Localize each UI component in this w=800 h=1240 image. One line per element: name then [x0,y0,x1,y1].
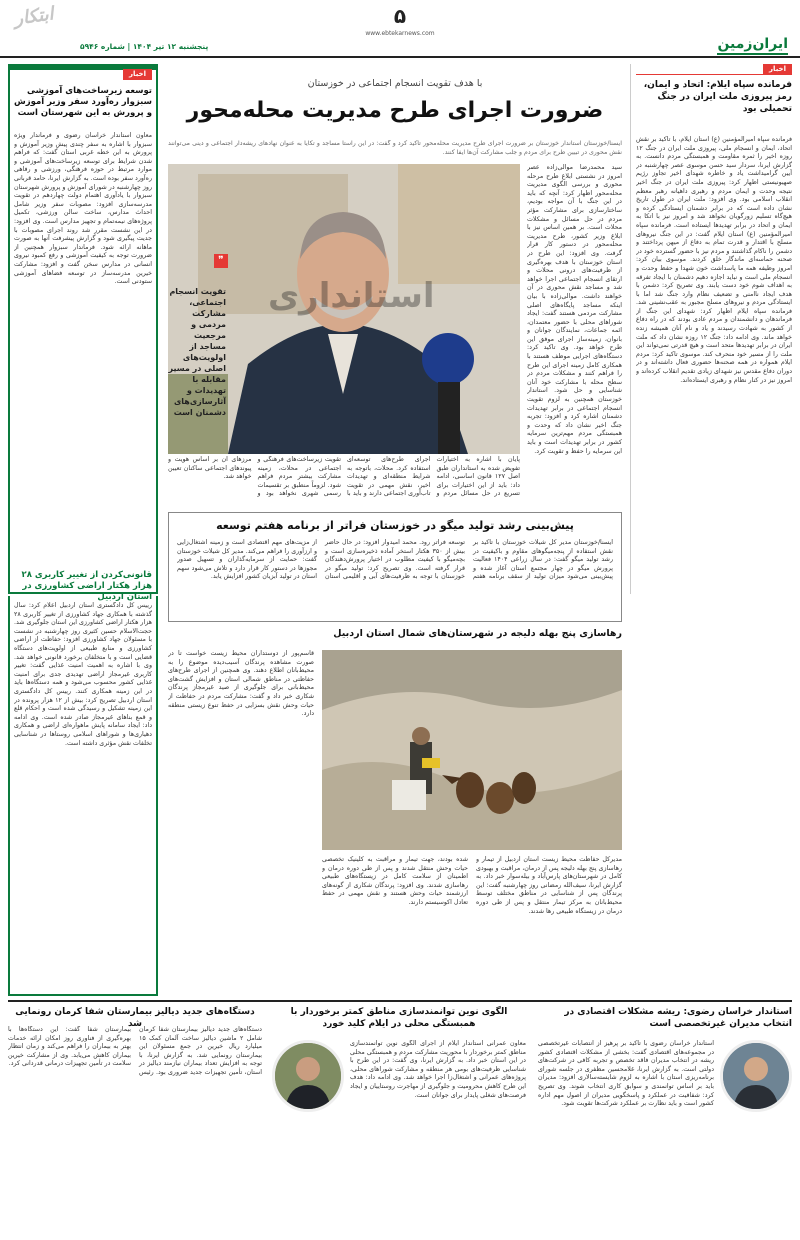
bottom-article-3 [8,1006,262,1236]
column-divider [630,64,631,594]
tag-rule [636,74,792,75]
right-body: فرمانده سپاه امیرالمؤمنین (ع) استان ایلام، با تاکید بر نقش اتحاد، ایمان و انسجام ملی، پیروزی ملت ایران در جنگ ۱۲ روزه اخیر را ثمره مقاومت و همبستگی مردم دانست. به گزارش ایرنا، سردار سید حسن موسوی عصر چهارشنبه در آیین گرامیداشت یاد و خاطره شهدای اخیر تجاوز رژیم صهیونیستی اظهار کرد: پیروزی ملت ایران در جنگ اخیر نتیجه وحدت و ایمان مردم و رهبری داهیانه رهبر معظم انقلاب اسلامی بود. وی افزود: ملت ایران در طول تاریخ نشان داده است که در برابر دشمنان ایستادگی کرده و هیچ‌گاه تسلیم زورگویان نخواهد شد و امروز نیز با اتکا به ایمان و اتحاد در برابر تهدیدها ایستاده است. فرمانده سپاه امیرالمؤمنین (ع) استان ایلام گفت: در این جنگ نیروهای مسلح با اقتدار و قدرت تمام به دفاع از میهن پرداختند و دشمن را ناکام گذاشتند و مردم نیز با حضور گسترده خود در صحنه حماسه‌ای ماندگار خلق کردند. موسوی بیان کرد: امروز وظیفه همه ما پاسداشت خون شهدا و حفظ وحدت و انسجام ملی است و نباید اجازه دهیم دشمنان با ایجاد تفرقه به اهداف شوم خود دست یابند. وی تصریح کرد: دشمن با هدف ایجاد ناامنی و تضعیف نظام وارد جنگ شد اما با ایستادگی مردم و نیروهای مسلح مجبور به عقب‌نشینی شد. فرمانده سپاه ایلام اظهار کرد: شهدای این جنگ از فرماندهان و دانشمندان و مردم عادی بودند که در راه دفاع از کشور به شهادت رسیدند و یاد و نام آنان همیشه زنده خواهد ماند. وی ادامه داد: جنگ ۱۲ روزه نشان داد که ملت ایران در برابر تهدیدها متحد است و هیچ قدرتی نمی‌تواند این ملت را از مسیر خود منحرف کند. موسوی تاکید کرد: مردم ایلام همواره در همه صحنه‌ها حضوری فعال داشته‌اند و در دوران دفاع مقدس نیز شهدای زیادی تقدیم انقلاب کرده‌اند و امروز نیز در کنار نظام و رهبری ایستاده‌اند. [636,136,792,384]
bottom-article-2 [272,1006,526,1236]
story-title: رهاسازی پنج بهله دلیجه در شهرستان‌های شمال استان اردبیل [333,628,622,639]
bottom-divider [8,1000,792,1002]
left-body-1: معاون استاندار خراسان رضوی و فرماندار ویژه سبزوار با اشاره به سفر چندی پیش وزیر آموزش و پرورش به این خطه غربی استان گفت: که فراهم شدن شرایط برای توسعه زیرساخت‌های آموزشی و موارد مرتبط در حوزه فرهنگی، ورزشی و رفاهی ره‌آورد سفر بوده است. به گزارش ایرنا، حامد قربانی روز چهارشنبه در شورای آموزش و پرورش شهرستان سبزوار با یادآوری اهتمام دولت چهاردهم در تقویت مدرسه‌سازی افزود: مصوبات سفر وزیر شامل احداث مدارس، ساخت سالن ورزشی، تکمیل پروژه‌های نیمه‌تمام و تجهیز مدارس است. وی افزود: در این نشست مقرر شد روند اجرای مصوبات با جدیت پیگیری شود و گزارش پیشرفت آنها به صورت ماهانه ارائه شود. فرماندار سبزوار همچنین از ضرورت توجه به کیفیت آموزشی و رفع کمبود نیروی انسانی در مدارس سخن گفت و افزود: مشارکت خیرین مدرسه‌ساز در توسعه فضاهای آموزشی ستودنی است. [14,132,152,286]
mid-title: پیش‌بینی رشد تولید میگو در خوزستان فراتر از برنامه هفتم توسعه [216,519,574,532]
bottom-title-1: استاندار خراسان رضوی: ریشه مشکلات اقتصادی در انتخاب مدیران غیرتخصصی است [564,1007,792,1029]
right-headline: فرمانده سپاه ایلام: اتحاد و ایمان، رمز پیروزی ملت ایران در جنگ تحمیلی بود [643,80,792,114]
page-number: ۵ [393,4,407,28]
news-tag: اخبار [763,64,792,75]
news-tag: اخبار [123,69,152,80]
story-photo-art [322,650,622,850]
story-body-left: قاسم‌پور از دوستداران محیط زیست خواست تا در صورت مشاهده پرندگان آسیب‌دیده موضوع را به محیط‌بانان اطلاع دهند. وی همچنین از اجرای طرح‌های حفاظتی در مناطق شمالی استان و افزایش گشت‌های محیط‌بانی برای جلوگیری از صید غیرمجاز پرندگان شکاری خبر داد و گفت: مشارکت مردم در حفاظت از حیات وحش نقش بسزایی در حفظ تنوع زیستی منطقه دارد. [168,650,314,718]
bottom-article-1 [538,1006,792,1236]
bottom-body-1: استاندار خراسان رضوی با تاکید بر پرهیز از انتصابات غیرتخصصی در مجموعه‌های اقتصادی گفت: بخشی از مشکلات اقتصادی کشور ریشه در انتخاب مدیران فاقد تخصص و تجربه کافی در شرکت‌های دولتی است. به گزارش ایرنا، غلامحسین مظفری در جلسه شورای برنامه‌ریزی استان با اشاره به لزوم شایسته‌سالاری افزود: مدیران باید بر اساس توانمندی و سوابق کاری انتخاب شوند. وی تصریح کرد: شفافیت در عملکرد و پاسخگویی مدیران از اصول مهم اداره کشور است و باید نظارت بر عملکرد شرکت‌ها تقویت شود. [538,1040,714,1108]
main-lead: ایسنا/خوزستان استاندار خوزستان بر ضرورت اجرای طرح مدیریت محله‌محور تأکید کرد و گفت: در این راستا مساجد و تکایا به عنوان نهادهای ریشه‌دار اجتماعی و دینی می‌توانند نقش محوری در تبیین طرح برای مردم و جلب مشارکت آن‌ها ایفا کنند. [168,140,622,156]
person-icon [275,1043,341,1109]
story-body-right: مدیرکل حفاظت محیط زیست استان اردبیل از تیمار و رهاسازی پنج بهله دلیجه پس از درمان، مراقبت و بهبودی کامل در شهرستان‌های پارس‌آباد و بیله‌سوار خبر داد. به گزارش ایرنا، سیف‌الله رمضانی روز چهارشنبه گفت: این پرندگان پس از شناسایی در مناطق مختلف توسط محیط‌بانان به مرکز تیمار منتقل و پس از طی دوره درمان در زیستگاه طبیعی رها شدند. [476,856,622,915]
logo: ابتکار [12,3,55,30]
person-icon [723,1043,789,1109]
photo-sign-text: استانداری [268,276,435,316]
website: www.ebtekarnews.com [365,30,435,37]
story-photo [322,650,622,850]
left-headline-1: توسعه زیرساخت‌های آموزشی سبزوار ره‌آورد سفر وزیر آموزش و پرورش به این شهرستان است [14,86,152,118]
pull-quote: تقویت انسجام اجتماعی، مشارکت مردمی و مرجعیت مساجد از اولویت‌های اصلی در مسیر مقابله با تهدیدات و آثار‌سازی‌های دشمنان است [168,287,226,417]
bottom-photo-2 [272,1040,344,1112]
quote-icon: ❞ [214,254,228,268]
right-column [636,64,792,994]
mid-article [168,512,622,622]
bottom-photo-1 [720,1040,792,1112]
issue-date: پنجشنبه ۱۲ تیر ۱۴۰۴ | شماره ۵۹۴۶ [80,42,209,51]
main-bottom-body: پایان با اشاره به اختیارات تفویض شده به استانداران طبق اصل ۱۲۷ قانون اساسی، ادامه داد: باید از این اختیارات برای تسریع در حل مسائل مردم و اجرای طرح‌های توسعه‌ای استفاده کرد. محلات، باتوجه به شرایط منطقه‌ای و تهدیدات اخیر، نقش مهمی در تقویت تاب‌آوری اجتماعی دارند و باید با تقویت زیرساخت‌های فرهنگی و اجتماعی در محلات، زمینه مشارکت بیشتر مردم فراهم شود. لزوماً منطبق بر تقسیمات رسمی شهری نخواهد بود و مرزهای آن بر اساس هویت و پیوندهای اجتماعی ساکنان تعیین خواهد شد. [168,456,520,498]
bottom-body-3: دستگاه‌های جدید دیالیز بیمارستان شفا کرمان شامل ۲ ماشین دیالیز ساخت آلمان کمک ۱۵ میلیارد ریال خیرین در جمع مسئولان این بیمارستان رونمایی شد. به گزارش ایرنا، با توجه به افزایش تعداد بیماران نیازمند دیالیز در استان، تأمین تجهیزات جدید ضروری بود. رئیس بیمارستان شفا گفت: این دستگاه‌ها با بهره‌گیری از فناوری روز امکان ارائه خدمات بهتر به بیماران را فراهم می‌کند و زمان انتظار بیماران کاهش می‌یابد. وی از مشارکت خیرین سلامت در تأمین تجهیزات درمانی قدردانی کرد. [8,1026,262,1076]
bottom-title-3: دستگاه‌های جدید دیالیز بیمارستان شفا کرمان رونمایی شد [15,1007,255,1029]
left-column [8,64,158,602]
story-body-mid: شده بودند، جهت تیمار و مراقبت به کلینیک تخصصی حیات وحش منتقل شدند و پس از طی دوره درمان و اطمینان از سلامت کامل در زیستگاه‌های طبیعی رهاسازی شدند. وی افزود: پرندگان شکاری از گونه‌های ارزشمند حیات وحش هستند و نقش مهمی در حفظ تعادل اکوسیستم دارند. [322,856,468,906]
photo-story [168,628,622,998]
section-title: ایران‌زمین [717,36,788,55]
main-body: سید محمدرضا موالی‌زاده عصر امروز در نشستی ابلاغ طرح مرحله محوری و بررسی الگوی مدیریت محله‌محور اظهار کرد: آنچه که باید در این جنگ با آن مواجه بودیم، ساختارسازی برای مشارکت مؤثر مردم در حل مسائل و مشکلات محلات است. بر همین اساس نیز با ابلاغ وزیر کشور، طرح مدیریت محله‌محور در دستور کار قرار گرفت. وی افزود: این طرح در استان خوزستان با هدف بهره‌گیری از ظرفیت‌های درونی محلات و ارتقای انسجام اجتماعی اجرا خواهد شد و مساجد نقش محوری در آن خواهند داشت. موالی‌زاده با بیان اینکه مساجد پایگاه‌های اصلی مشارکت مردمی هستند گفت: ایجاد شوراهای محلی با حضور معتمدان، ائمه جماعات، نمایندگان جوانان و بانوان، زمینه‌ساز اجرای موفق این طرح خواهد بود. وی تاکید کرد: دستگاه‌های اجرایی موظف هستند با همکاری کامل زمینه اجرای این طرح را فراهم کنند و مشکلات مردم در سطح محله با مشارکت خود آنان شناسایی و حل شود. استاندار خوزستان همچنین به لزوم تقویت انسجام اجتماعی در برابر تهدیدات دشمنان اشاره کرد و افزود: تجربه جنگ اخیر نشان داد که وحدت و همبستگی مردم مهم‌ترین سرمایه کشور در برابر تهدیدات است و باید این سرمایه را حفظ و تقویت کرد. [527,164,622,455]
left-headline-2: قانونی‌کردن از تغییر کاربری ۲۸ هزار هکتار اراضی کشاورزی در استان اردبیل [21,570,152,602]
main-kicker: با هدف تقویت انسجام اجتماعی در خوزستان [307,78,483,89]
left-body-2: رییس کل دادگستری استان اردبیل اعلام کرد: سال گذشته با همکاری جهاد کشاورزی از تغییر کاربری ۲۸ هزار هکتار اراضی کشاورزی این استان جلوگیری شد. حجت‌الاسلام حسین کثیری روز چهارشنبه در نشست با مسئولان جهاد کشاورزی افزود: حفاظت از اراضی کشاورزی و منابع طبیعی از اولویت‌های دستگاه قضایی است و با متخلفان برخورد قانونی خواهد شد. وی با اشاره به اهمیت امنیت غذایی گفت: تغییر کاربری غیرمجاز اراضی تهدیدی جدی برای امنیت غذایی کشور محسوب می‌شود و همه دستگاه‌ها باید در این زمینه همکاری کنند. رییس کل دادگستری استان اردبیل تصریح کرد: بیش از ۱۲ هزار پرونده در این زمینه تشکیل و رسیدگی شده است و احکام قلع و قمع بناهای غیرمجاز صادر شده است. وی ادامه داد: ایجاد سامانه پایش ماهواره‌ای اراضی و همکاری دهیاری‌ها و شوراهای اسلامی روستاها در شناسایی تخلفات نقش مؤثری داشته است. [14,602,152,747]
left-column-lower [8,596,158,996]
mid-body: ایسنا/خوزستان مدیر کل شیلات خوزستان با تاکید بر نقش استفاده از پنجه‌میگوهای مقاوم و باکیفیت در رشد تولید میگو گفت: در سال زراعی ۱۴۰۴ فعالیت پرورش میگو در چهار مجتمع استان آغاز شده و پیش‌بینی می‌شود میزان تولید از سقف برنامه هفتم توسعه فراتر رود. محمد امیدوار افزود: در حال حاضر بیش از ۳۵۰ هکتار استخر آماده ذخیره‌سازی است و بچه‌میگو با کیفیت مطلوب در اختیار پرورش‌دهندگان قرار گرفته است. وی تصریح کرد: تولید میگو در خوزستان با توجه به ظرفیت‌های آبی و اقلیمی استان از مزیت‌های مهم اقتصادی است و زمینه اشتغال‌زایی و ارزآوری را فراهم می‌کند. مدیر کل شیلات خوزستان گفت: حمایت از سرمایه‌گذاران و تسهیل صدور مجوزها در دستور کار قرار دارد و تلاش می‌شود سهم استان در تولید آبزیان کشور افزایش یابد. [177,539,613,581]
masthead [0,0,800,58]
bottom-body-2: معاون عمرانی استاندار ایلام از اجرای الگوی نوین توانمندسازی مناطق کمتر برخوردار با محوریت مشارکت مردم و همبستگی محلی در این استان خبر داد. به گزارش ایرنا، وی گفت: در این طرح با شناسایی ظرفیت‌های بومی هر منطقه و مشارکت شوراهای محلی، پروژه‌های عمرانی و اشتغال‌زا اجرا خواهد شد. وی ادامه داد: هدف این طرح کاهش محرومیت و جلوگیری از مهاجرت روستاییان و ایجاد فرصت‌های شغلی پایدار برای جوانان است. [350,1040,526,1099]
bottom-title-2: الگوی نوین توانمندسازی مناطق کمتر برخوردار با همبستگی محلی در ایلام کلید خورد [290,1007,508,1029]
main-title: ضرورت اجرای طرح مدیریت محله‌محور [186,98,604,123]
